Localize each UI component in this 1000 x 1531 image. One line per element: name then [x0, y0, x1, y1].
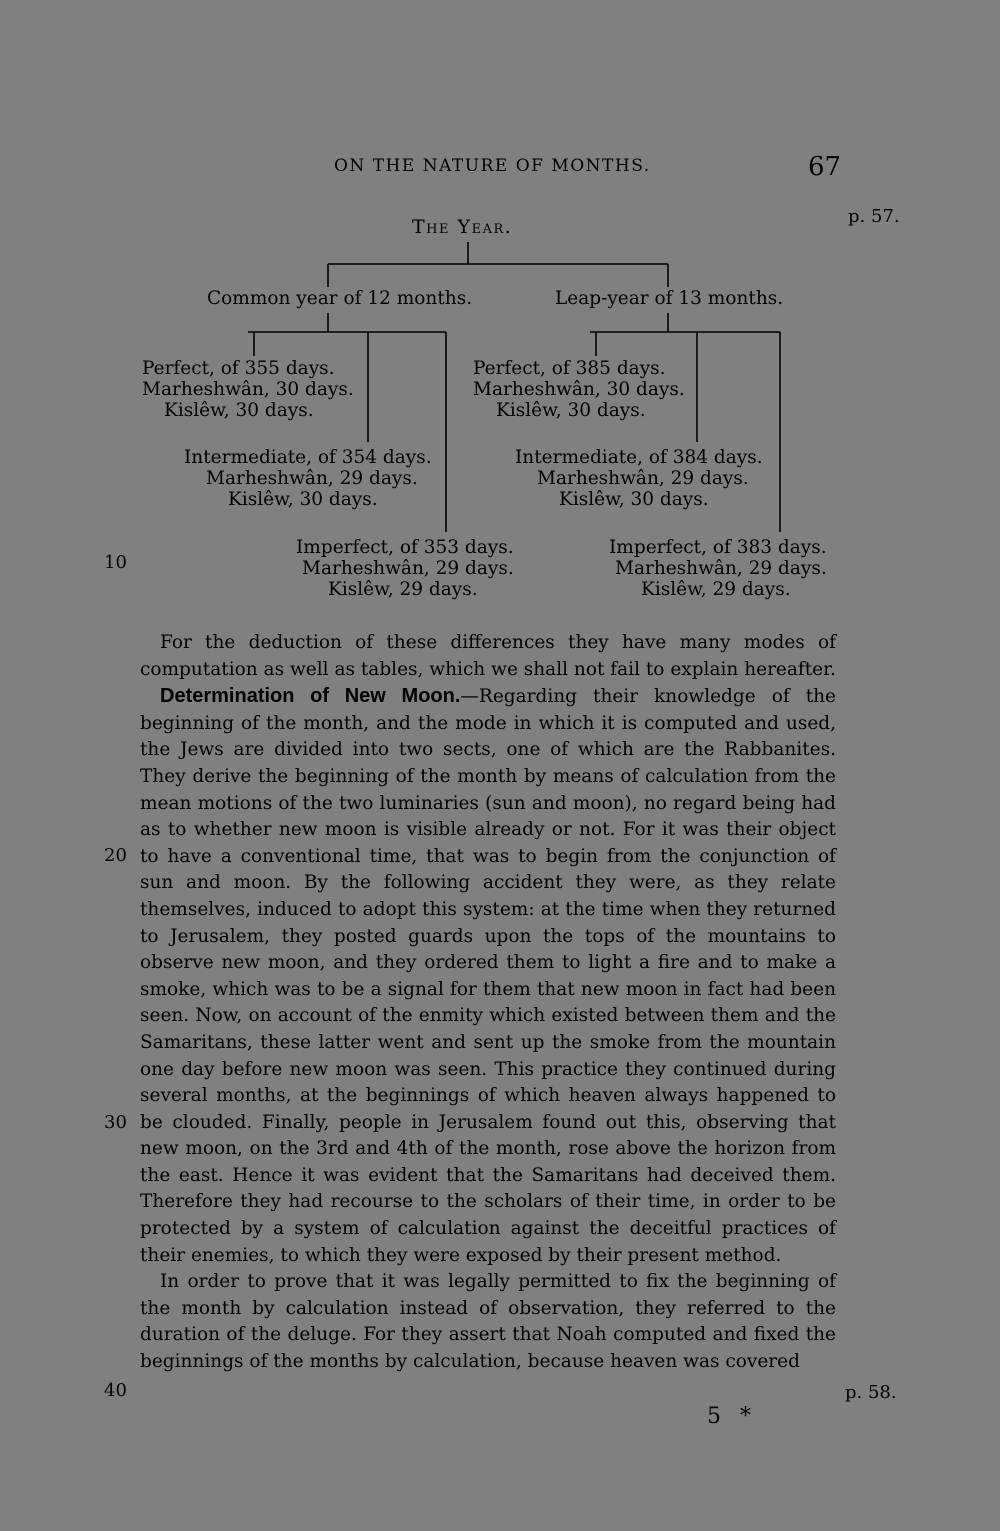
common-perfect-days: Perfect, of 355 days. — [142, 358, 335, 379]
common-imperfect-marheshwan: Marheshwân, 29 days. — [302, 558, 514, 579]
year-tree-connectors — [0, 0, 1000, 600]
line-number-30: 30 — [104, 1112, 127, 1133]
line-number-10: 10 — [104, 552, 127, 573]
common-imperfect — [296, 537, 514, 600]
signature-mark: 5 * — [707, 1404, 757, 1429]
paragraph-deduction: For the deduction of these differences they have many modes of computation as well as tables, which we shall not fail to explain hereafter. — [140, 632, 836, 680]
line-number-20: 20 — [104, 845, 127, 866]
common-intermediate-kislew: Kislêw, 30 days. — [228, 489, 378, 510]
paragraph-deluge: In order to prove that it was legally permitted to fix the beginning of the month by calculation instead of observation, they referred to the duration of the deluge. For they assert that Noah computed and fixed the beginnings of the months by calculation, because heaven was covered — [140, 1271, 836, 1373]
common-perfect-marheshwan: Marheshwân, 30 days. — [142, 379, 354, 400]
tree-title: The Year. — [412, 216, 513, 238]
leap-intermediate — [515, 447, 763, 510]
margin-ref-bottom: p. 58. — [845, 1382, 897, 1403]
leap-imperfect-marheshwan: Marheshwân, 29 days. — [615, 558, 827, 579]
common-perfect-kislew: Kislêw, 30 days. — [164, 400, 314, 421]
paragraph-new-moon-text: —Regarding their knowledge of the beginning of the month, and the mode in which it is computed and used, the Jews are divided into two sects, one of which are the Rabbanites. They derive the beginning of the month by means of calculation from the mean motions of the two luminaries (sun and moon), no regard being had as to whether new moon is visible already or not. For it was their object to have a conventional time, that was to begin from the conjunction of sun and moon. By the following accident they were, as they relate themselves, induced to adopt this system: at the time when they returned to Jerusalem, they posted guards upon the tops of the mountains to observe new moon, and they ordered them to light a fire and to make a smoke, which was to be a signal for them that new moon in fact had been seen. Now, on account of the enmity which existed between them and the Samaritans, these latter went and sent up the smoke from the mountain one day before new moon was seen. This practice they continued during several months, at the beginnings of which heaven always happened to be clouded. Finally, people in Jerusalem found out this, observing that new moon, on the 3rd and 4th of the month, rose above the horizon from the east. Hence it was evident that the Samaritans had deceived them. Therefore they had recourse to the scholars of their time, in order to be protected by a system of calculation against the deceitful practices of their enemies, to which they were exposed by their present method. — [140, 686, 837, 1266]
section-heading: Determination of New Moon. — [160, 685, 461, 708]
common-intermediate-marheshwan: Marheshwân, 29 days. — [206, 468, 418, 489]
common-year-label: Common year of 12 months. — [207, 288, 473, 309]
leap-perfect-days: Perfect, of 385 days. — [473, 358, 666, 379]
leap-intermediate-kislew: Kislêw, 30 days. — [559, 489, 709, 510]
common-imperfect-days: Imperfect, of 353 days. — [296, 537, 514, 558]
leap-perfect-marheshwan: Marheshwân, 30 days. — [473, 379, 685, 400]
running-head: ON THE NATURE OF MONTHS. — [334, 156, 651, 176]
common-perfect — [142, 358, 354, 421]
leap-imperfect — [609, 537, 827, 600]
paragraph-new-moon — [140, 683, 836, 1269]
leap-intermediate-marheshwan: Marheshwân, 29 days. — [537, 468, 749, 489]
margin-ref-top: p. 57. — [848, 206, 900, 227]
body-text — [140, 630, 836, 1376]
common-imperfect-kislew: Kislêw, 29 days. — [328, 579, 478, 600]
leap-intermediate-days: Intermediate, of 384 days. — [515, 447, 763, 468]
common-intermediate-days: Intermediate, of 354 days. — [184, 447, 432, 468]
leap-imperfect-kislew: Kislêw, 29 days. — [641, 579, 791, 600]
leap-perfect-kislew: Kislêw, 30 days. — [496, 400, 646, 421]
leap-perfect — [473, 358, 685, 421]
leap-year-label: Leap-year of 13 months. — [555, 288, 784, 309]
line-number-40: 40 — [104, 1380, 127, 1401]
page-number: 67 — [808, 152, 842, 182]
common-intermediate — [184, 447, 432, 510]
leap-imperfect-days: Imperfect, of 383 days. — [609, 537, 827, 558]
